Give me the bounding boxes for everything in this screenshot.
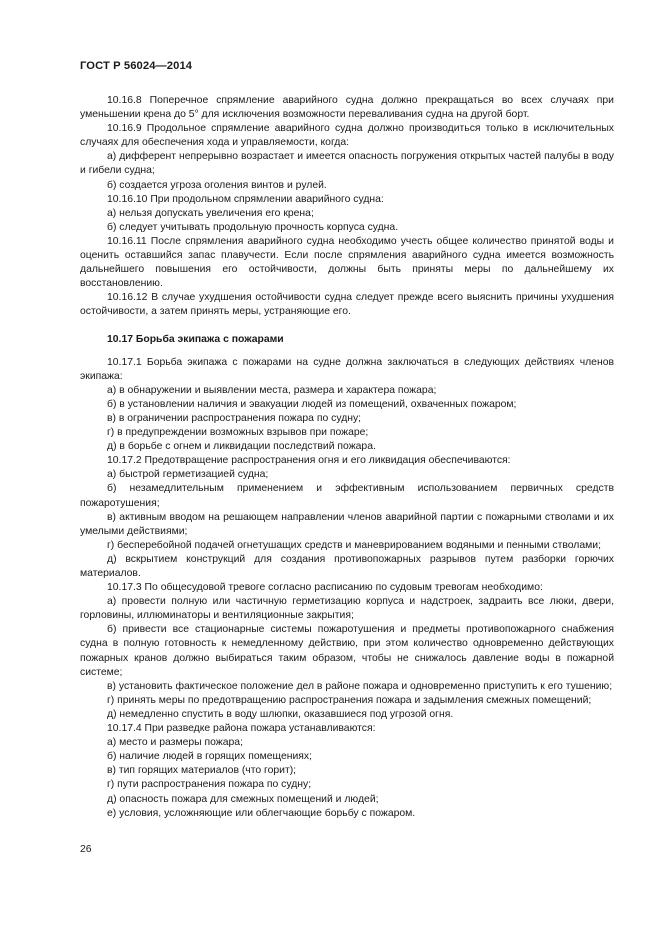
paragraph: 10.17.2 Предотвращение распространения огня и его ликвидация обеспечиваются: bbox=[107, 455, 511, 467]
paragraph: б) привести все стационарные системы пожаротушения и предметы противопожарного снабжения судна в полную готовность к немедленному действию, при этом количество одновременно действующих пожарных кранов должно выбираться таким образом, чтобы не снижалось давление воды в пожарной системе; bbox=[80, 624, 614, 678]
paragraph: г) пути распространения пожара по судну; bbox=[107, 779, 312, 791]
paragraph: в) активным вводом на решающем направлении членов аварийной партии с пожарными стволами и их умелыми действиями; bbox=[80, 511, 614, 537]
section-10-16-text bbox=[80, 94, 614, 320]
paragraph: в) установить фактическое положение дел в районе пожара и одновременно приступить к его тушению; bbox=[107, 680, 613, 692]
paragraph: б) следует учитывать продольную прочность корпуса судна. bbox=[107, 221, 399, 233]
paragraph: в) в ограничении распространения пожара по судну; bbox=[107, 412, 362, 424]
paragraph: 10.16.11 После спрямления аварийного судна необходимо учесть общее количество принятой воды и оценить оставшийся запас плавучести. Если после спрямления аварийного судна имеется возможность дальнейшего повышения его остойчивости, должны быть приняты меры по дальнейшему их восстановлению. bbox=[80, 235, 614, 290]
standard-header: ГОСТ Р 56024—2014 bbox=[80, 60, 193, 72]
paragraph: б) наличие людей в горящих помещениях; bbox=[107, 751, 312, 763]
paragraph: 10.17.1 Борьба экипажа с пожарами на судне должна заключаться в следующих действиях членов экипажа: bbox=[80, 356, 614, 382]
paragraph: в) тип горящих материалов (что горит); bbox=[107, 765, 297, 777]
paragraph: 10.16.8 Поперечное спрямление аварийного судна должно прекращаться во всех случаях при уменьшении крена до 5° для исключения возможности переваливания судна на другой борт. bbox=[80, 95, 614, 121]
paragraph: е) условия, усложняющие или облегчающие борьбу с пожаром. bbox=[107, 807, 416, 819]
paragraph: г) принять меры по предотвращению распространения пожара и задымления смежных помещений; bbox=[107, 694, 592, 706]
paragraph: 10.16.12 В случае ухудшения остойчивости судна следует прежде всего выяснить причины ухудшения остойчивости, а затем принять меры, устраняющие его. bbox=[80, 292, 614, 318]
section-10-17-text bbox=[80, 356, 614, 821]
paragraph: д) в борьбе с огнем и ликвидации последствий пожара. bbox=[107, 441, 376, 453]
paragraph: а) быстрой герметизацией судна; bbox=[107, 469, 269, 481]
paragraph: а) место и размеры пожара; bbox=[107, 737, 243, 749]
paragraph: г) бесперебойной подачей огнетушащих средств и маневрированием водяными и пенными стволами; bbox=[107, 539, 601, 551]
paragraph: а) провести полную или частичную герметизацию корпуса и надстроек, задраить все люки, двери, горловины, иллюминаторы и вентиляционные закрытия; bbox=[80, 596, 614, 622]
paragraph: д) немедленно спустить в воду шлюпки, оказавшиеся под угрозой огня. bbox=[107, 708, 454, 720]
page-number: 26 bbox=[80, 844, 92, 855]
document-body bbox=[80, 94, 614, 821]
paragraph: а) в обнаружении и выявлении места, размера и характера пожара; bbox=[107, 384, 437, 396]
paragraph: 10.17.4 При разведке района пожара устанавливаются: bbox=[107, 723, 376, 735]
paragraph: 10.16.9 Продольное спрямление аварийного судна должно производиться только в исключительных случаях для обеспечения хода и управляемости, когда: bbox=[80, 123, 614, 149]
paragraph: 10.17.3 По общесудовой тревоге согласно расписанию по судовым тревогам необходимо: bbox=[107, 582, 543, 594]
section-title: 10.17 Борьба экипажа с пожарами bbox=[107, 333, 284, 345]
paragraph: а) нельзя допускать увеличения его крена; bbox=[107, 207, 314, 219]
paragraph: г) в предупреждении возможных взрывов при пожаре; bbox=[107, 427, 369, 439]
paragraph: д) вскрытием конструкций для создания противопожарных разрывов путем разборки горючих материалов. bbox=[80, 553, 614, 579]
paragraph: б) в установлении наличия и эвакуации людей из помещений, охваченных пожаром; bbox=[107, 398, 517, 410]
paragraph: б) незамедлительным применением и эффективным использованием первичных средств пожаротушения; bbox=[80, 483, 614, 509]
paragraph: 10.16.10 При продольном спрямлении аварийного судна: bbox=[107, 193, 384, 205]
paragraph: б) создается угроза оголения винтов и рулей. bbox=[107, 179, 327, 191]
paragraph: а) дифферент непрерывно возрастает и имеется опасность погружения открытых частей палубы в воду и гибели судна; bbox=[80, 151, 614, 177]
paragraph: д) опасность пожара для смежных помещений и людей; bbox=[107, 793, 379, 805]
